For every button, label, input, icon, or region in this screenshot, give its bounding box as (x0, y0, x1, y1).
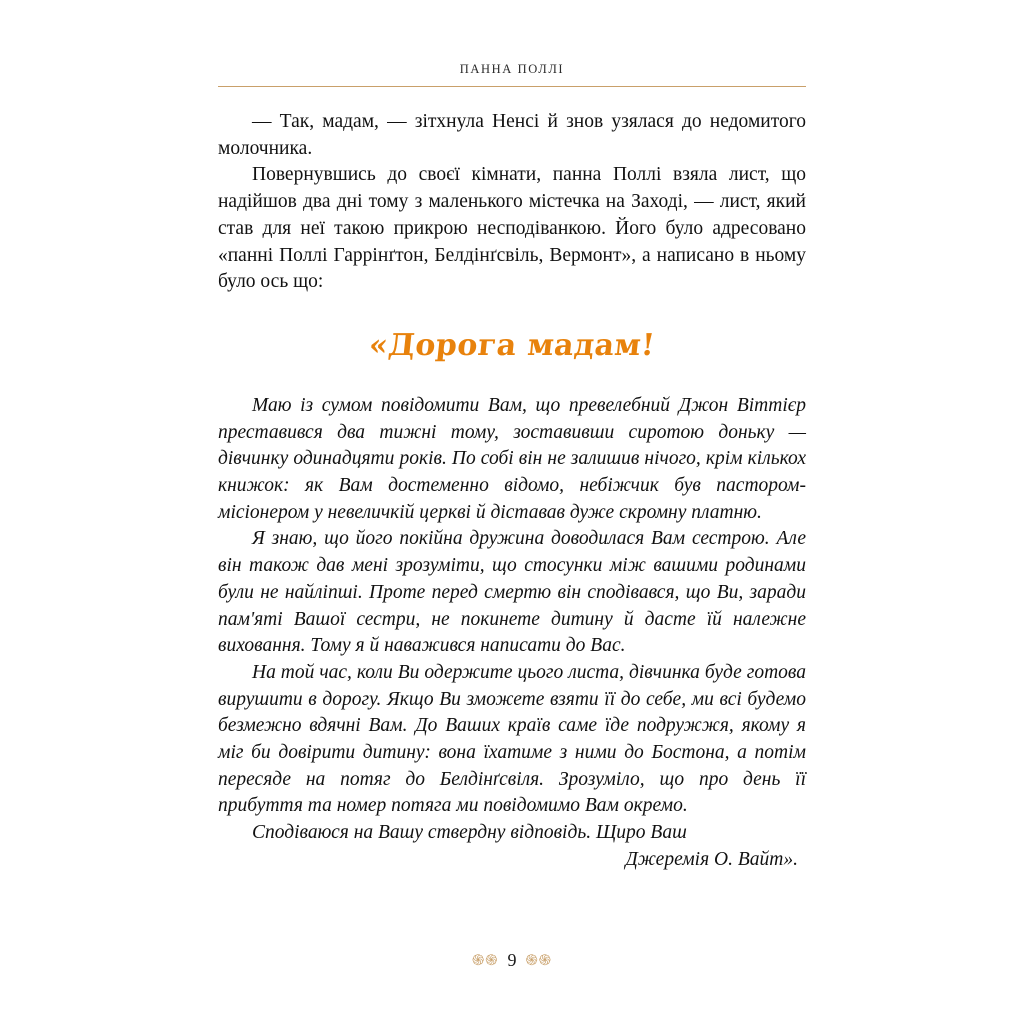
letter-heading: «Дорога мадам! (367, 327, 657, 363)
letter-paragraph-4: Сподіваюся на Вашу ствердну відповідь. Щиро Ваш (252, 822, 687, 844)
header-rule (218, 86, 806, 87)
ornament-left-icon: ֍֍ (471, 953, 499, 969)
ornament-right-icon: ֍֍ (525, 953, 553, 969)
letter-paragraph-1: Маю із сумом повідомити Вам, що превелебний Джон Віттієр преставився два тижні тому, зоставивши сиротою доньку — дівчинку одинадцяти років. По собі він не залишив нічого, крім кількох книжок: як Вам достеменно відомо, небіжчик був пастором-місіонером у невеличкій церкві й діставав дуже скромну платню. (218, 394, 806, 523)
letter-signature: Джеремія О. Вайт». (625, 848, 798, 870)
page-content (218, 62, 806, 874)
body-paragraph-2: Повернувшись до своєї кімнати, панна Поллі взяла лист, що надійшов два дні тому з маленького містечка на Заході, — лист, який став для неї такою прикрою несподіванкою. Його було адресовано «панні Поллі Гаррінґтон, Белдінґсвіль, Вермонт», а написано в ньому було ось що: (218, 164, 806, 293)
letter-paragraph-3: На той час, коли Ви одержите цього листа, дівчинка буде готова вирушити в дорогу. Якщо Ви зможете взяти її до себе, ми всі будемо безмежно вдячні Вам. До Ваших країв саме їде подружжя, якому я міг би довірити дитину: вона їхатиме з ними до Бостона, а потім пересяде на потяг до Белдінґсвіля. Зрозуміло, що про день її прибуття та номер потяга ми повідомимо Вам окремо. (218, 661, 806, 817)
running-head: ПАННА ПОЛЛІ (459, 62, 565, 76)
body-paragraph-1: — Так, мадам, — зітхнула Ненсі й знов узялася до недомитого молочника. (218, 111, 806, 159)
letter-block (218, 328, 806, 874)
letter-paragraph-2: Я знаю, що його покійна дружина доводилася Вам сестрою. Але він також дав мені зрозуміти, що стосунки між вашими родинами були не найліпші. Проте перед смертю він сподівався, що Ви, заради пам'яті Вашої сестри, не покинете дитину й дасте їй належне виховання. Тому я й наважився написати до Вас. (218, 528, 806, 657)
page-number: 9 (507, 950, 517, 970)
page-folio (0, 950, 1024, 971)
